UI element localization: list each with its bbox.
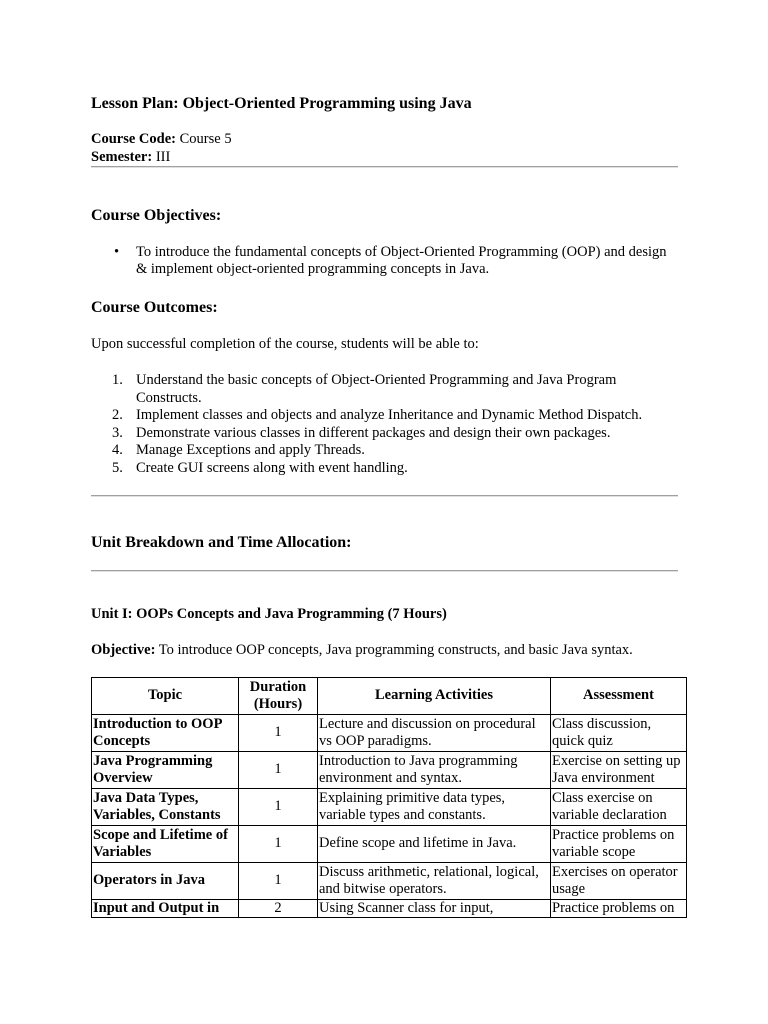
list-text: Implement classes and objects and analyze Inheritance and Dynamic Method Dispatch.: [136, 407, 643, 424]
outcomes-list: [91, 372, 678, 478]
column-header-duration: Duration (Hours): [239, 678, 318, 715]
list-text: Demonstrate various classes in different packages and design their own packages.: [136, 424, 611, 441]
duration-cell: 1: [239, 752, 318, 789]
course-code-label: Course Code:: [91, 131, 176, 147]
list-item: [91, 372, 678, 407]
horizontal-divider: [91, 495, 678, 497]
assessment-cell: Class exercise on variable declaration: [551, 789, 687, 826]
activity-cell: Introduction to Java programming environment and syntax.: [318, 752, 551, 789]
topic-cell: Scope and Lifetime of Variables: [92, 826, 239, 863]
outcomes-intro: Upon successful completion of the course, students will be able to:: [91, 336, 479, 352]
duration-cell: 1: [239, 863, 318, 900]
topic-cell: Operators in Java: [92, 863, 239, 900]
column-header-activities: Learning Activities: [318, 678, 551, 715]
table-row: [92, 715, 687, 752]
activity-cell: Using Scanner class for input,: [318, 900, 551, 918]
horizontal-divider: [91, 570, 678, 572]
list-text: Manage Exceptions and apply Threads.: [136, 442, 365, 459]
table-row: [92, 826, 687, 863]
activity-cell: Lecture and discussion on procedural vs OOP paradigms.: [318, 715, 551, 752]
assessment-cell: Exercises on operator usage: [551, 863, 687, 900]
table-row: [92, 900, 687, 918]
objectives-list: [91, 244, 678, 278]
breakdown-heading: Unit Breakdown and Time Allocation:: [91, 534, 352, 551]
duration-cell: 2: [239, 900, 318, 918]
horizontal-divider: [91, 166, 678, 168]
outcomes-heading: Course Outcomes:: [91, 299, 218, 316]
unit-table: [91, 677, 687, 918]
assessment-cell: Practice problems on variable scope: [551, 826, 687, 863]
assessment-cell: Practice problems on: [551, 900, 687, 918]
duration-cell: 1: [239, 826, 318, 863]
column-header-assessment: Assessment: [551, 678, 687, 715]
duration-cell: 1: [239, 715, 318, 752]
course-code-line: [91, 131, 232, 148]
topic-cell: Java Programming Overview: [92, 752, 239, 789]
topic-cell: Introduction to OOP Concepts: [92, 715, 239, 752]
activity-cell: Define scope and lifetime in Java.: [318, 826, 551, 863]
list-item: • To introduce the fundamental concepts of Object-Oriented Programming (OOP) and design & implement object-oriented programming concepts in Java.: [91, 244, 678, 278]
semester-line: [91, 149, 170, 166]
list-number: 2.: [112, 407, 123, 424]
document-title: Lesson Plan: Object-Oriented Programming using Java: [91, 95, 472, 112]
list-item: [91, 460, 678, 478]
duration-cell: 1: [239, 789, 318, 826]
assessment-cell: Exercise on setting up Java environment: [551, 752, 687, 789]
table-row: [92, 863, 687, 900]
list-item: [91, 407, 678, 425]
list-text: Create GUI screens along with event handling.: [136, 459, 408, 476]
unit-heading: Unit I: OOPs Concepts and Java Programming (7 Hours): [91, 606, 447, 622]
list-number: 4.: [112, 442, 123, 459]
table-header-row: [92, 678, 687, 715]
semester-value: III: [155, 149, 171, 165]
unit-objective: [91, 642, 633, 659]
column-header-topic: Topic: [92, 678, 239, 715]
list-item: [91, 425, 678, 443]
list-item: [91, 442, 678, 460]
objectives-heading: Course Objectives:: [91, 207, 222, 224]
assessment-cell: Class discussion, quick quiz: [551, 715, 687, 752]
semester-label: Semester:: [91, 149, 153, 165]
objective-text: To introduce OOP concepts, Java programming constructs, and basic Java syntax.: [158, 642, 633, 658]
activity-cell: Explaining primitive data types, variable types and constants.: [318, 789, 551, 826]
objective-label: Objective:: [91, 642, 156, 658]
activity-cell: Discuss arithmetic, relational, logical, and bitwise operators.: [318, 863, 551, 900]
table-row: [92, 752, 687, 789]
list-number: 5.: [112, 459, 123, 476]
list-number: 1.: [112, 372, 123, 388]
list-number: 3.: [112, 424, 123, 441]
table-row: [92, 789, 687, 826]
topic-cell: Java Data Types, Variables, Constants: [92, 789, 239, 826]
topic-cell: Input and Output in: [92, 900, 239, 918]
course-code-value: Course 5: [179, 131, 232, 147]
list-text: Understand the basic concepts of Object-Oriented Programming and Java Program Constructs.: [136, 372, 617, 406]
